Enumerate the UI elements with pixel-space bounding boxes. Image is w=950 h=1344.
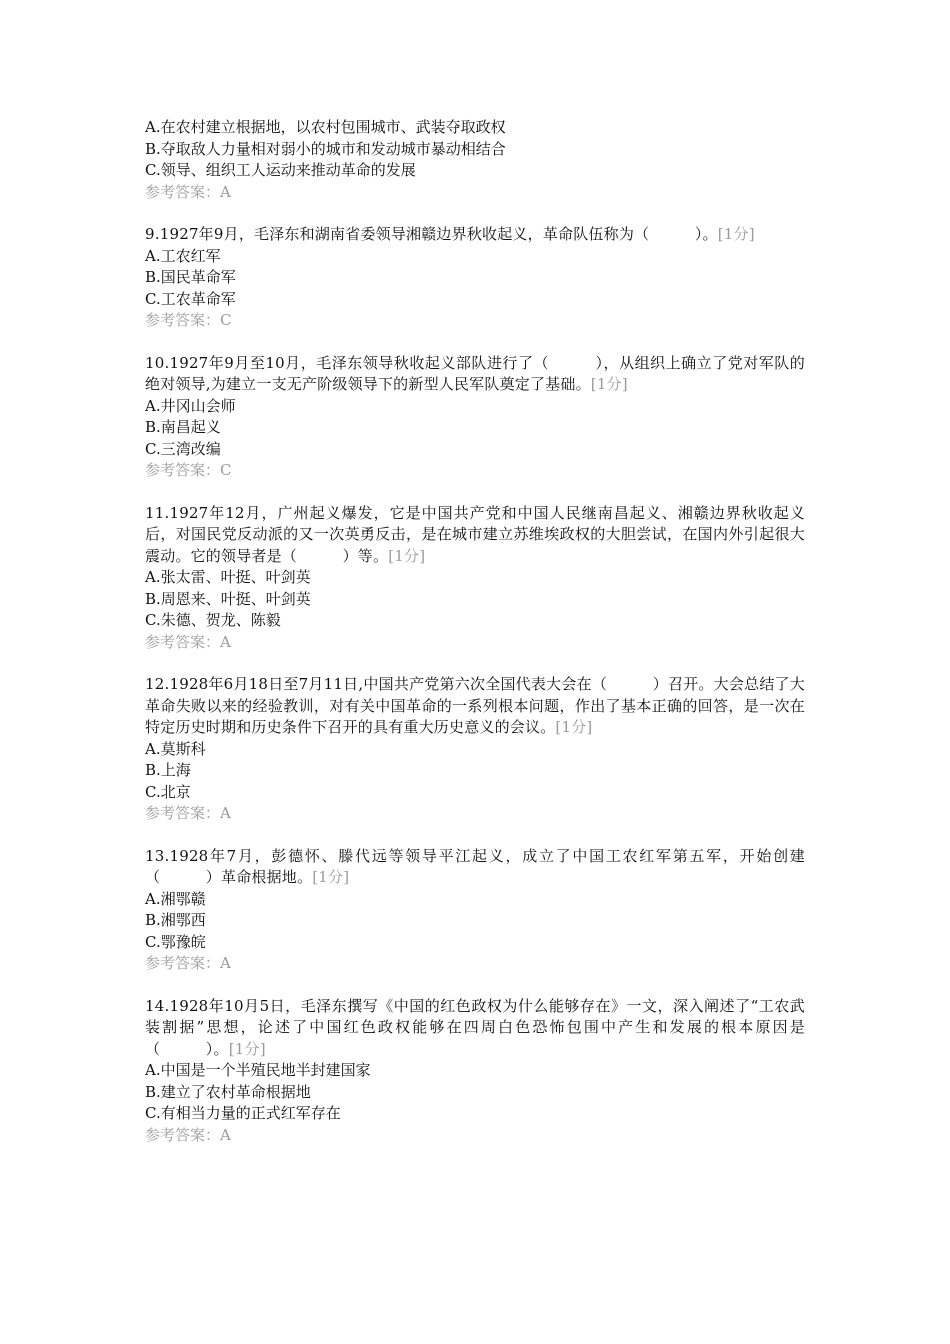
question-block-8-tail bbox=[145, 117, 805, 203]
question-text bbox=[145, 353, 805, 396]
option-b: B.湘鄂西 bbox=[145, 911, 206, 929]
option-a: A.张太雷、叶挺、叶剑英 bbox=[145, 568, 311, 586]
option-c: C.工农革命军 bbox=[145, 289, 236, 308]
option-c: C.北京 bbox=[145, 782, 191, 801]
question-stem: 9.1927年9月，毛泽东和湖南省委领导湘赣边界秋收起义，革命队伍称为（ ）。 bbox=[145, 225, 718, 243]
option-a: A.工农红军 bbox=[145, 246, 221, 265]
option-a: A.中国是一个半殖民地半封建国家 bbox=[145, 1061, 371, 1079]
question-score: [1分] bbox=[717, 225, 755, 243]
option-c: C.鄂豫皖 bbox=[145, 932, 206, 951]
question-text bbox=[145, 224, 805, 246]
reference-answer: 参考答案：A bbox=[145, 632, 231, 651]
question-block-9 bbox=[145, 224, 805, 332]
reference-answer: 参考答案：A bbox=[145, 1125, 231, 1144]
option-a: A.湘鄂赣 bbox=[145, 889, 206, 908]
option-b: B.周恩来、叶挺、叶剑英 bbox=[145, 589, 311, 608]
question-stem: 11.1927年12月，广州起义爆发，它是中国共产党和中国人民继南昌起义、湘赣边界秋收起义后，对国民党反动派的又一次英勇反击，是在城市建立苏维埃政权的大胆尝试，在国内外引起很大震动。它的领导者是（ ）等。 bbox=[145, 503, 805, 565]
question-block-12 bbox=[145, 674, 805, 825]
reference-answer: 参考答案：A bbox=[145, 954, 231, 972]
option-a: A.莫斯科 bbox=[145, 739, 206, 758]
question-score: [1分] bbox=[312, 868, 350, 886]
question-text bbox=[145, 996, 805, 1061]
question-text bbox=[145, 503, 805, 568]
option-b: B.夺取敌人力量相对弱小的城市和发动城市暴动相结合 bbox=[145, 139, 506, 158]
question-score: [1分] bbox=[555, 718, 593, 736]
reference-answer: 参考答案：A bbox=[145, 182, 231, 201]
option-a: A.在农村建立根据地，以农村包围城市、武装夺取政权 bbox=[145, 118, 506, 136]
question-stem: 14.1928年10月5日，毛泽东撰写《中国的红色政权为什么能够存在》一文，深入阐述了“工农武装割据”思想，论述了中国红色政权能够在四周白色恐怖包围中产生和发展的根本原因是（ ）。 bbox=[145, 996, 805, 1058]
option-c: C.朱德、贺龙、陈毅 bbox=[145, 611, 281, 629]
option-a: A.井冈山会师 bbox=[145, 396, 236, 415]
option-b: B.南昌起义 bbox=[145, 418, 221, 436]
question-block-11 bbox=[145, 503, 805, 654]
reference-answer: 参考答案：A bbox=[145, 804, 231, 822]
reference-answer: 参考答案：C bbox=[145, 461, 232, 479]
question-text bbox=[145, 846, 805, 889]
question-block-13 bbox=[145, 846, 805, 975]
question-stem: 12.1928年6月18日至7月11日,中国共产党第六次全国代表大会在（ ）召开。大会总结了大革命失败以来的经验教训，对有关中国革命的一系列根本问题，作出了基本正确的回答，是一次在特定历史时期和历史条件下召开的具有重大历史意义的会议。 bbox=[145, 675, 805, 736]
question-block-14 bbox=[145, 996, 805, 1147]
question-score: [1分] bbox=[388, 546, 426, 565]
question-score: [1分] bbox=[590, 375, 628, 393]
question-text bbox=[145, 674, 805, 739]
option-b: B.上海 bbox=[145, 761, 191, 779]
option-c: C.领导、组织工人运动来推动革命的发展 bbox=[145, 161, 416, 179]
option-b: B.建立了农村革命根据地 bbox=[145, 1082, 311, 1101]
option-c: C.有相当力量的正式红军存在 bbox=[145, 1104, 341, 1122]
reference-answer: 参考答案：C bbox=[145, 311, 232, 329]
quiz-page bbox=[145, 117, 805, 1146]
question-stem: 13.1928年7月，彭德怀、滕代远等领导平江起义，成立了中国工农红军第五军，开始创建（ ）革命根据地。 bbox=[145, 846, 805, 886]
question-stem: 10.1927年9月至10月，毛泽东领导秋收起义部队进行了（ ），从组织上确立了党对军队的绝对领导,为建立一支无产阶级领导下的新型人民军队奠定了基础。 bbox=[145, 353, 805, 393]
question-block-10 bbox=[145, 353, 805, 482]
option-c: C.三湾改编 bbox=[145, 439, 221, 458]
option-b: B.国民革命军 bbox=[145, 268, 236, 286]
question-score: [1分] bbox=[228, 1039, 266, 1058]
